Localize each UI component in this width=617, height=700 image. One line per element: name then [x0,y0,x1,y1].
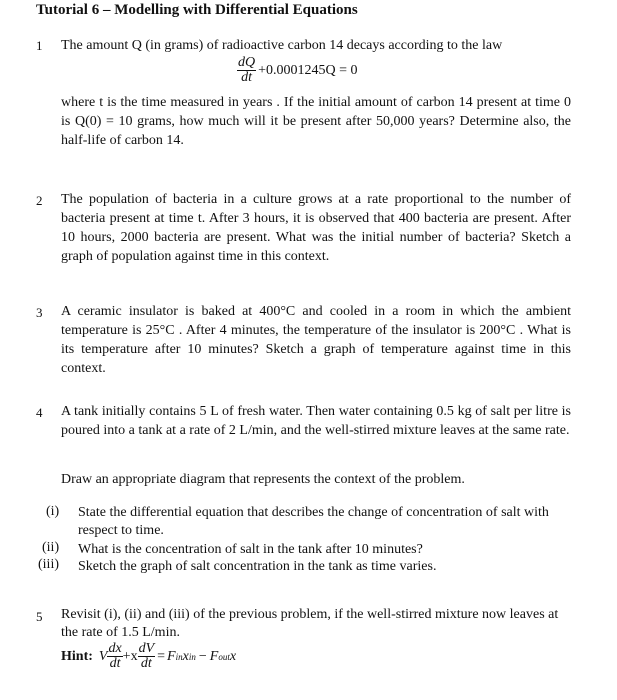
part-ii-label: (ii) [42,540,60,555]
hint-sub-out: out [218,651,230,662]
part-i-text: State the differential equation that describes the change of concentration of salt with respect to time. [78,505,549,538]
question-3-number: 3 [36,305,43,320]
hint-equation [61,642,236,671]
question-4-diagram-instruction: Draw an appropriate diagram that represents the context of the problem. [61,472,465,487]
hint-sub-in: in [175,651,183,662]
question-4-number: 4 [36,405,43,420]
hint-fraction-dv-dt [138,642,156,671]
hint-fraction-2-denominator: dt [140,656,152,671]
question-1-body: where t is the time measured in years . If the initial amount of carbon 14 present at time 0 is Q(0) = 10 grams, how much will it be present after 50,000 years? Determine also, the half-life of carbon 14. [61,95,571,148]
part-ii-text: What is the concentration of salt in the tank after 10 minutes? [78,542,423,557]
question-1-intro: The amount Q (in grams) of radioactive carbon 14 decays according to the law [61,38,503,53]
part-iii-text: Sketch the graph of salt concentration in the tank as time varies. [78,559,437,574]
question-3-body: A ceramic insulator is baked at 400°C and cooled in a room in which the ambient temperature is 25°C . After 4 minutes, the temperature of the insulator is 200°C . What is its temperature after 10 minutes? Sketch a graph of temperature against time in this context. [61,304,571,376]
hint-fraction-1-denominator: dt [109,656,121,671]
question-2-number: 2 [36,193,43,208]
hint-v: V [98,648,108,664]
question-4-body: A tank initially contains 5 L of fresh water. Then water containing 0.5 kg of salt per litre is poured into a tank at a rate of 2 L/min, and the well-stirred mixture leaves at the same rate. [61,404,571,438]
hint-f-in: F [167,648,176,664]
hint-sub-in-x: in [188,651,196,662]
hint-plus-x: +x [122,648,138,664]
page-title: Tutorial 6 – Modelling with Differential Equations [36,2,358,18]
hint-fraction-2-numerator: dV [138,641,155,656]
equation-rest: +0.0001245Q = 0 [258,62,358,78]
question-5-body: Revisit (i), (ii) and (iii) of the previous problem, if the well-stirred mixture now leaves at the rate of 1.5 L/min. [61,607,559,640]
question-1-equation [237,56,358,85]
hint-equals: = [157,648,166,664]
fraction-denominator: dt [241,70,252,85]
hint-fraction-dx-dt [107,642,122,671]
part-iii-label: (iii) [38,557,59,572]
question-5-number: 5 [36,609,43,624]
hint-x-out: x [229,648,237,664]
hint-fraction-1-numerator: dx [108,641,122,656]
question-2-body: The population of bacteria in a culture grows at a rate proportional to the number of bacteria present at time t. After 3 hours, it is observed that 400 bacteria are present. After 10 hours, 2000 bacteria are present. What was the initial number of bacteria? Sketch a graph of population against time in this context. [61,192,571,264]
fraction-numerator: dQ [238,55,256,70]
hint-minus: − [198,648,207,664]
question-1-number: 1 [36,38,43,53]
equation-fraction [237,56,256,85]
part-i-label: (i) [46,504,60,519]
hint-f-out: F [209,648,219,664]
hint-x-in: x [182,648,189,664]
hint-label: Hint: [61,648,93,664]
